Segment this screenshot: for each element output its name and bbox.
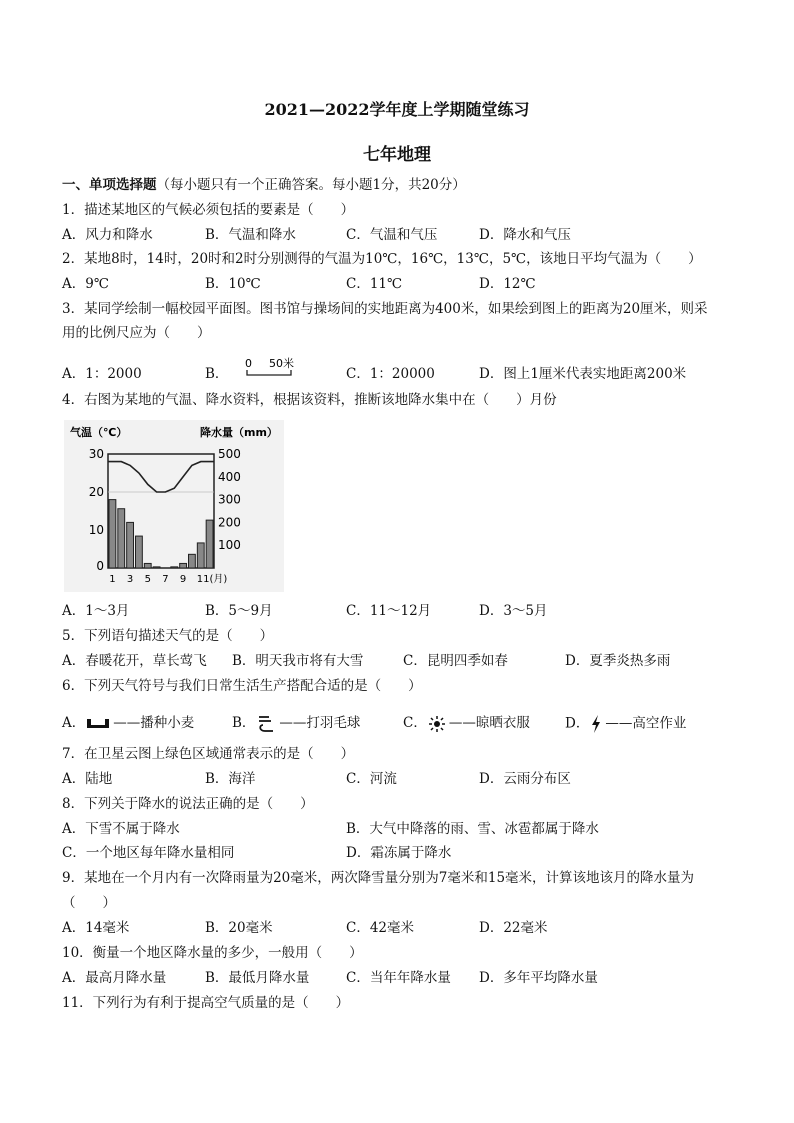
q3-option-c: C．1：20000	[346, 366, 435, 382]
q7-option-a: A．陆地	[62, 771, 113, 787]
page-subtitle: 七年地理	[363, 145, 431, 165]
question-11-stem: 11．下列行为有利于提高空气质量的是（ ）	[62, 995, 350, 1011]
precipitation-bar	[189, 554, 196, 568]
q2-option-b: B．10℃	[205, 276, 261, 292]
q2-option-d: D．12℃	[479, 276, 536, 292]
q1-option-b: B．气温和降水	[205, 227, 296, 243]
q8-option-c: C．一个地区每年降水量相同	[62, 845, 235, 861]
q10-option-a: A．最高月降水量	[62, 970, 167, 986]
climate-chart	[64, 420, 284, 592]
snow-icon	[85, 717, 111, 731]
chart-right-tick-label: 400	[218, 469, 241, 484]
chart-x-tick-label: 11(月)	[196, 574, 228, 585]
chart-x-tick-label: 3	[126, 574, 134, 585]
chart-left-tick-label: 0	[96, 559, 104, 573]
precipitation-bar	[136, 536, 143, 568]
precipitation-bar	[206, 520, 213, 568]
precipitation-bar	[109, 500, 116, 568]
q3-option-b-label: B．	[205, 366, 229, 382]
q3-option-d: D．图上1厘米代表实地距离200米	[479, 366, 687, 382]
question-3-stem: 3．某同学绘制一幅校园平面图。图书馆与操场间的实地距离为400米，如果绘到图上的距离为20厘米，则采	[62, 301, 708, 317]
q6-option-d-letter: D．	[565, 715, 590, 732]
precipitation-bar	[153, 567, 160, 568]
chart-x-tick-label: 7	[162, 574, 169, 585]
q8-option-b: B．大气中降落的雨、雪、冰雹都属于降水	[346, 821, 599, 837]
scale-label: 50米	[268, 356, 294, 370]
question-2-stem: 2．某地8时，14时，20时和2时分别测得的气温为10℃，16℃，13℃，5℃，该地日平均气温为（ ）	[62, 251, 702, 267]
q9-option-b: B．20毫米	[205, 920, 273, 936]
chart-right-tick-label: 100	[218, 538, 241, 553]
q6-option-b-letter: B．	[232, 715, 256, 731]
question-9-stem-cont: （ ）	[62, 895, 116, 911]
q4-option-c: C．11～12月	[346, 603, 432, 619]
q5-option-a: A．春暖花开，草长莺飞	[62, 653, 207, 669]
chart-left-tick-label: 10	[88, 523, 104, 537]
chart-left-tick-label: 30	[88, 447, 104, 461]
question-10-stem: 10．衡量一个地区降水量的多少，一般用（ ）	[62, 945, 363, 961]
chart-ylabel-left: 气温（℃）	[70, 426, 128, 439]
q5-option-d: D．夏季炎热多雨	[565, 653, 671, 669]
precipitation-bar	[171, 567, 178, 568]
q7-option-b: B．海洋	[205, 771, 256, 787]
page-title: 2021—2022学年度上学期随堂练习	[264, 100, 530, 119]
q5-option-b: B．明天我市将有大雪	[232, 653, 364, 669]
q6-option-b-text: ——打羽毛球	[279, 715, 361, 731]
q9-option-a: A．14毫米	[62, 920, 130, 936]
question-8-stem: 8．下列关于降水的说法正确的是（ ）	[62, 796, 314, 812]
q6-option-c-text: ——晾晒衣服	[448, 715, 530, 731]
q7-option-c: C．河流	[346, 771, 397, 787]
scale-bar-icon	[233, 357, 303, 379]
precipitation-bar	[197, 543, 204, 568]
q3-option-a: A．1：2000	[62, 366, 142, 382]
q1-option-a: A．风力和降水	[62, 227, 153, 243]
q1-option-c: C．气温和气压	[346, 227, 438, 243]
q10-option-c: C．当年年降水量	[346, 970, 451, 986]
q5-option-c: C．昆明四季如春	[403, 653, 508, 669]
section-heading	[62, 176, 466, 194]
q10-option-d: D．多年平均降水量	[479, 970, 598, 986]
section-title: 一、单项选择题	[62, 177, 157, 193]
precipitation-bar	[144, 563, 151, 568]
question-3-stem-cont: 用的比例尺应为（ ）	[62, 325, 211, 341]
q6-option-b	[232, 714, 360, 733]
chart-x-tick-label: 9	[179, 574, 187, 585]
chart-ylabel-right: 降水量（mm）	[200, 426, 278, 439]
sun-icon	[427, 715, 447, 733]
precipitation-bar	[127, 522, 134, 568]
q8-option-d: D．霜冻属于降水	[346, 845, 452, 861]
chart-x-tick-label: 5	[144, 574, 151, 585]
q7-option-d: D．云雨分布区	[479, 771, 571, 787]
chart-right-tick-label: 300	[218, 492, 241, 507]
q6-option-d	[565, 714, 686, 734]
scale-zero: 0	[244, 356, 252, 370]
q6-option-d-text: ——高空作业	[605, 715, 687, 732]
q8-option-a: A．下雪不属于降水	[62, 821, 180, 837]
question-5-stem: 5．下列语句描述天气的是（ ）	[62, 628, 274, 644]
q2-option-a: A．9℃	[62, 276, 109, 292]
question-1-stem: 1．描述某地区的气候必须包括的要素是（ ）	[62, 202, 355, 218]
question-7-stem: 7．在卫星云图上绿色区域通常表示的是（ ）	[62, 746, 355, 762]
question-6-stem: 6．下列天气符号与我们日常生活生产搭配合适的是（ ）	[62, 678, 422, 694]
question-9-stem: 9．某地在一个月内有一次降雨量为20毫米，两次降雪量分别为7毫米和15毫米，计算该地该月的降水量为	[62, 870, 695, 886]
q10-option-b: B．最低月降水量	[205, 970, 310, 986]
precipitation-bar	[118, 509, 125, 568]
q6-option-a-text: ——播种小麦	[113, 715, 195, 731]
q9-option-c: C．42毫米	[346, 920, 415, 936]
chart-x-tick-label: 1	[109, 574, 116, 585]
chart-left-tick-label: 20	[88, 485, 104, 499]
chart-right-tick-label: 200	[218, 515, 241, 530]
lightning-icon	[589, 714, 603, 734]
q4-option-a: A．1～3月	[62, 603, 130, 619]
precipitation-bar	[180, 563, 187, 568]
q6-option-c	[403, 714, 530, 733]
q2-option-c: C．11℃	[346, 276, 403, 292]
q6-option-a-letter: A．	[62, 715, 86, 731]
q3-option-b	[205, 356, 303, 383]
q6-option-a	[62, 714, 194, 732]
chart-right-tick-label: 500	[218, 447, 241, 461]
q4-option-d: D．3～5月	[479, 603, 548, 619]
q1-option-d: D．降水和气压	[479, 227, 571, 243]
q6-option-c-letter: C．	[403, 715, 427, 731]
question-4-stem: 4．右图为某地的气温、降水资料，根据该资料，推断该地降水集中在（ ）月份	[62, 392, 557, 408]
section-note: （每小题只有一个正确答案。每小题1分，共20分）	[156, 177, 466, 193]
wind-icon	[255, 715, 277, 733]
q4-option-b: B．5～9月	[205, 603, 273, 619]
q9-option-d: D．22毫米	[479, 920, 548, 936]
